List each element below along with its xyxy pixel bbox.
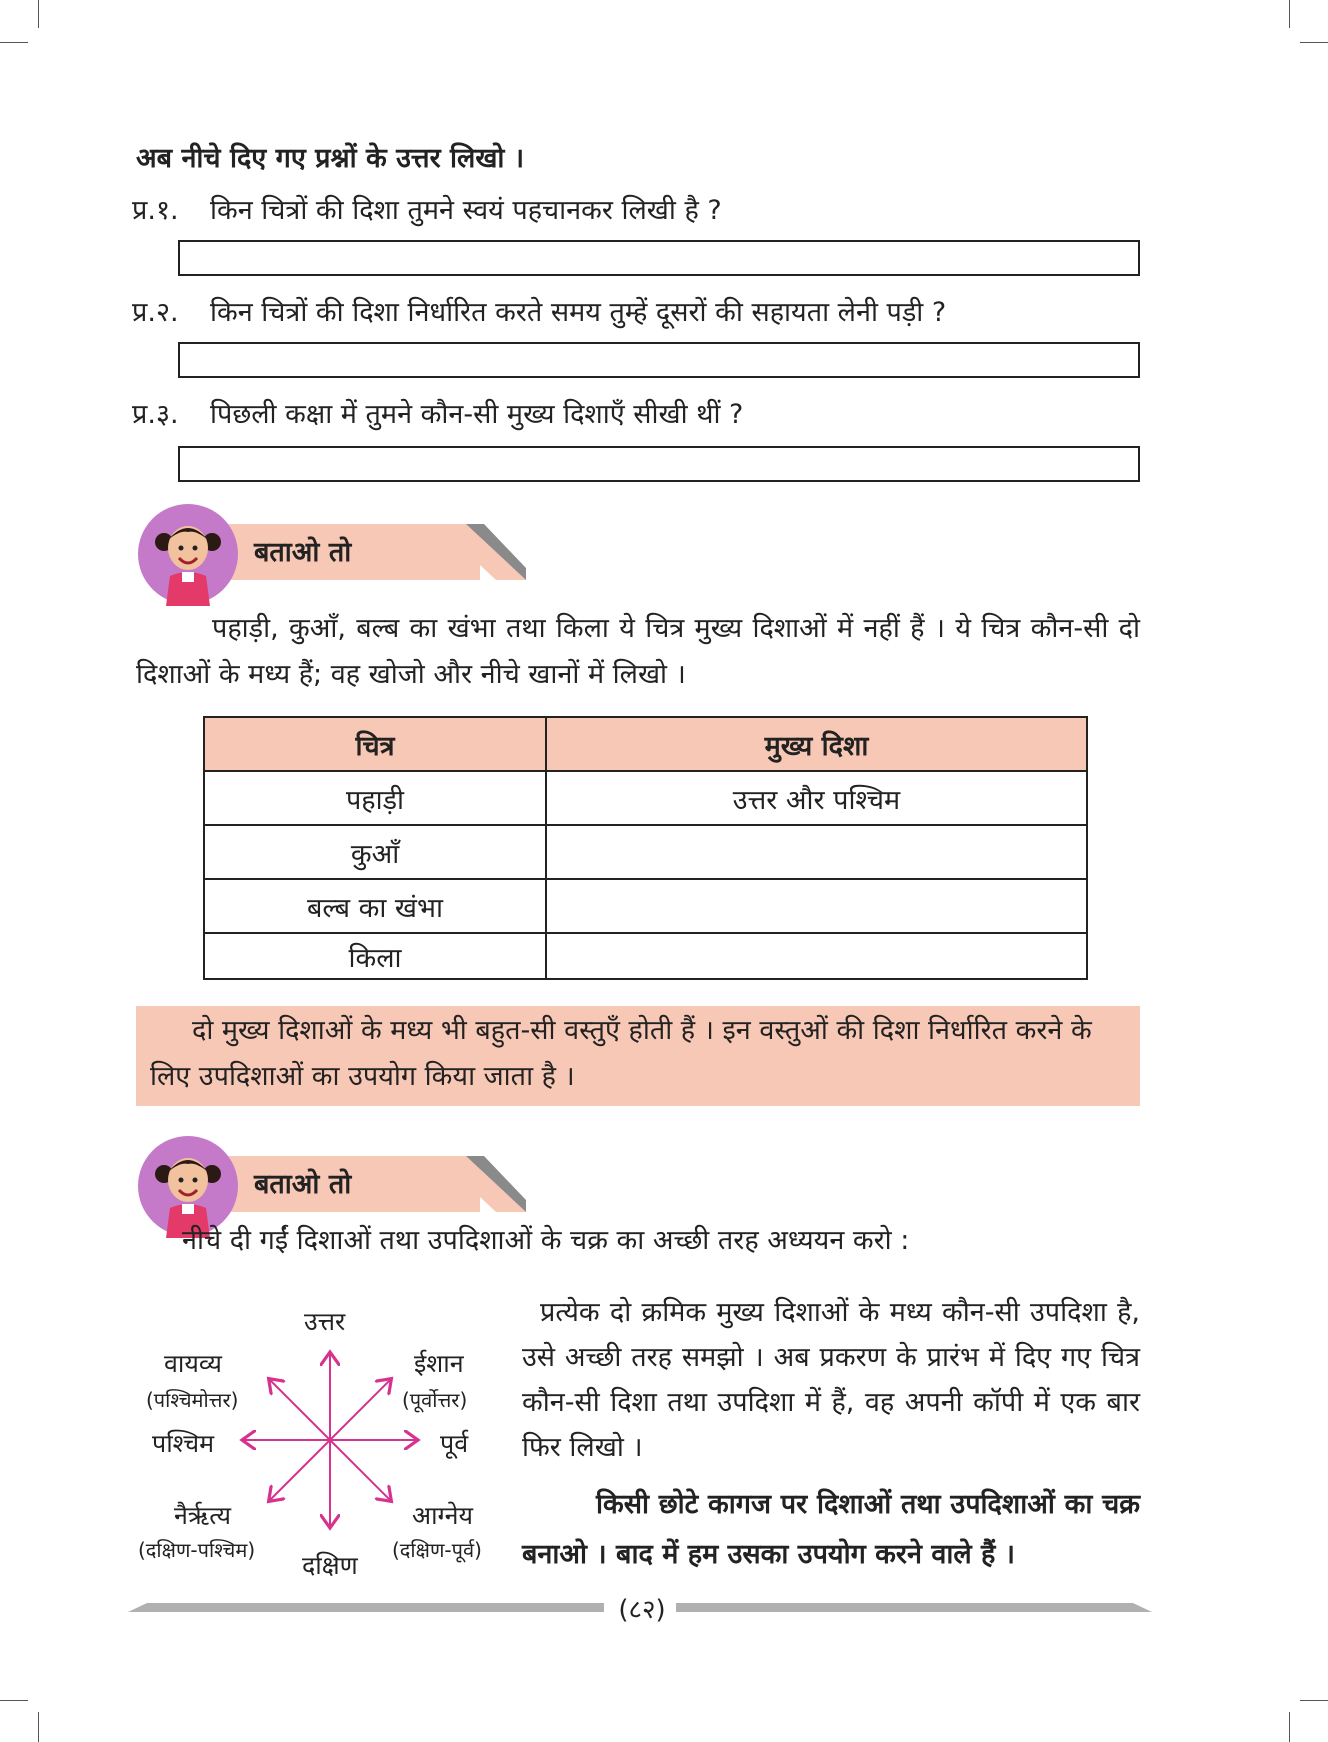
table-cell[interactable] bbox=[546, 825, 1087, 879]
compass-south: दक्षिण bbox=[302, 1551, 358, 1580]
paragraph-2: नीचे दी गईं दिशाओं तथा उपदिशाओं के चक्र का अच्छी तरह अध्ययन करो : bbox=[182, 1225, 910, 1256]
answer-box-3[interactable] bbox=[178, 446, 1140, 482]
compass-nw: वायव्य bbox=[164, 1349, 222, 1378]
answer-box-2[interactable] bbox=[178, 342, 1140, 378]
direction-table bbox=[203, 716, 1088, 980]
compass-explanation: प्रत्येक दो क्रमिक मुख्य दिशाओं के मध्य कौन-सी उपदिशा है, उसे अच्छी तरह समझो । अब प्रकरण के प्रारंभ में दिए गए चित्र कौन-सी दिशा तथा उपदिशा में हैं, वह अपनी कॉपी में एक बार फिर लिखो । bbox=[522, 1297, 1140, 1463]
table-row bbox=[204, 933, 1087, 979]
info-note bbox=[136, 1006, 1140, 1106]
crop-mark bbox=[0, 1700, 28, 1701]
table-header-row bbox=[204, 717, 1087, 771]
questions-heading: अब नीचे दिए गए प्रश्नों के उत्तर लिखो । bbox=[136, 143, 525, 174]
table-cell[interactable] bbox=[546, 879, 1087, 933]
crop-mark bbox=[38, 0, 39, 28]
banner-tail bbox=[436, 1156, 526, 1212]
activity-instruction: किसी छोटे कागज पर दिशाओं तथा उपदिशाओं का चक्र बनाओ । बाद में हम उसका उपयोग करने वाले हैं । bbox=[522, 1489, 1140, 1570]
crop-mark bbox=[1300, 42, 1328, 43]
info-note-text: दो मुख्य दिशाओं के मध्य भी बहुत-सी वस्तुएँ होती हैं । इन वस्तुओं की दिशा निर्धारित करने के लिए उपदिशाओं का उपयोग किया जाता है । bbox=[150, 1015, 1092, 1092]
footer-rule-right bbox=[676, 1603, 1152, 1612]
section-banner bbox=[136, 502, 516, 612]
girl-avatar-icon bbox=[136, 502, 240, 606]
compass-east: पूर्व bbox=[440, 1429, 469, 1458]
table-cell[interactable]: उत्तर और पश्चिम bbox=[546, 771, 1087, 825]
compass-se-sub: (दक्षिण-पूर्व) bbox=[392, 1538, 482, 1562]
question-text: किन चित्रों की दिशा निर्धारित करते समय तुम्हें दूसरों की सहायता लेनी पड़ी ? bbox=[210, 297, 947, 328]
answer-box-1[interactable] bbox=[178, 240, 1140, 276]
question-text: किन चित्रों की दिशा तुमने स्वयं पहचानकर लिखी है ? bbox=[210, 195, 722, 226]
question-number: प्र.३. bbox=[132, 399, 179, 430]
question-2 bbox=[132, 292, 946, 329]
table-row bbox=[204, 771, 1087, 825]
crop-mark bbox=[1289, 0, 1290, 28]
banner-tail bbox=[436, 524, 526, 580]
compass-sw: नैर्ऋत्य bbox=[174, 1501, 231, 1530]
table-cell: कुआँ bbox=[204, 825, 546, 879]
question-3 bbox=[132, 394, 743, 431]
compass-nw-sub: (पश्चिमोत्तर) bbox=[146, 1388, 239, 1412]
table-row bbox=[204, 879, 1087, 933]
crop-mark bbox=[0, 42, 28, 43]
compass-west: पश्चिम bbox=[152, 1429, 215, 1458]
table-cell: बल्ब का खंभा bbox=[204, 879, 546, 933]
compass-ne: ईशान bbox=[414, 1349, 464, 1378]
question-number: प्र.१. bbox=[132, 195, 179, 226]
question-number: प्र.२. bbox=[132, 297, 179, 328]
compass-rose-icon bbox=[230, 1340, 430, 1540]
table-header: मुख्य दिशा bbox=[546, 717, 1087, 771]
banner-label: बताओ तो bbox=[254, 1169, 352, 1200]
crop-mark bbox=[38, 1712, 39, 1742]
banner-label: बताओ तो bbox=[254, 537, 352, 568]
table-cell: पहाड़ी bbox=[204, 771, 546, 825]
compass-sw-sub: (दक्षिण-पश्चिम) bbox=[138, 1538, 256, 1562]
table-cell[interactable] bbox=[546, 933, 1087, 979]
page-number: (८२) bbox=[618, 1595, 666, 1625]
crop-mark bbox=[1300, 1700, 1328, 1701]
question-text: पिछली कक्षा में तुमने कौन-सी मुख्य दिशाएँ सीखी थीं ? bbox=[210, 399, 744, 430]
compass-north: उत्तर bbox=[304, 1307, 346, 1336]
question-1 bbox=[132, 190, 722, 227]
paragraph-1: पहाड़ी, कुआँ, बल्ब का खंभा तथा किला ये चित्र मुख्य दिशाओं में नहीं हैं । ये चित्र कौन-सी दो दिशाओं के मध्य हैं; वह खोजो और नीचे खानों में लिखो । bbox=[136, 613, 1140, 690]
footer-rule-left bbox=[128, 1603, 604, 1612]
table-row bbox=[204, 825, 1087, 879]
compass-ne-sub: (पूर्वोत्तर) bbox=[402, 1388, 468, 1412]
compass-se: आग्नेय bbox=[412, 1501, 473, 1530]
crop-mark bbox=[1289, 1712, 1290, 1742]
table-cell: किला bbox=[204, 933, 546, 979]
table-header: चित्र bbox=[204, 717, 546, 771]
